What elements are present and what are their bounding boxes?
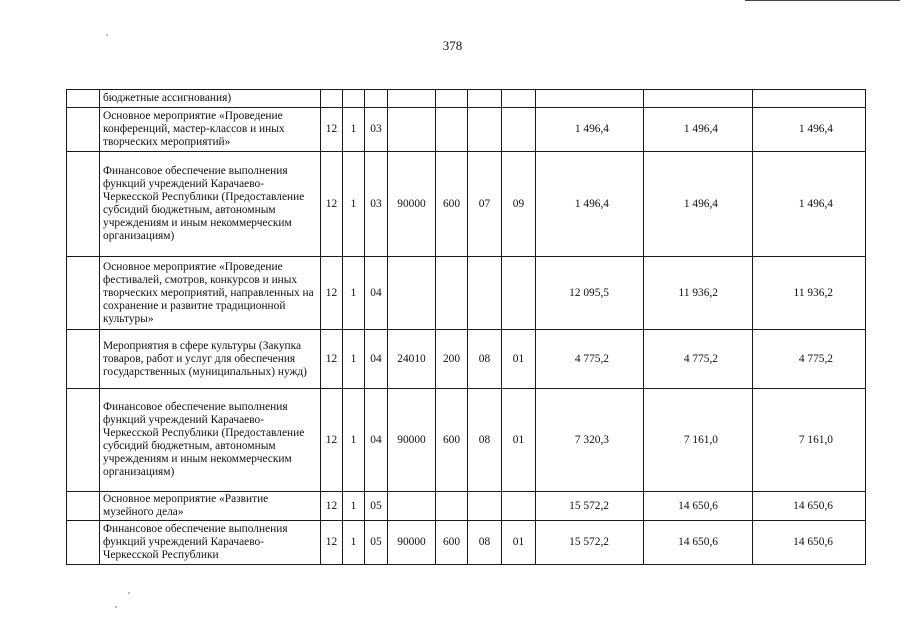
- section-code-cell: 08: [468, 330, 502, 389]
- expense-type-cell: [436, 492, 468, 521]
- amount-year-1-cell: 4 775,2: [536, 330, 644, 389]
- page-number: 378: [442, 38, 463, 53]
- amount-year-3-cell: 1 496,4: [753, 152, 866, 257]
- subsection-code-cell: 01: [502, 330, 536, 389]
- amount-year-1-cell: 7 320,3: [536, 389, 644, 492]
- budget-table: [66, 89, 866, 565]
- direction-code-cell: [388, 492, 436, 521]
- amount-year-1-cell: 1 496,4: [536, 152, 644, 257]
- subprogram-code-cell: 1: [343, 492, 365, 521]
- direction-code-cell: 90000: [388, 389, 436, 492]
- item-name-cell: Финансовое обеспечение выполнения функций учреждений Карачаево-Черкесской Республики: [100, 521, 321, 565]
- item-name-cell: Финансовое обеспечение выполнения функций учреждений Карачаево-Черкесской Республики (Предоставление субсидий бюджетным, автономным учреждениям и иным некоммерческим организациям): [100, 389, 321, 492]
- amount-year-3-cell: 11 936,2: [753, 257, 866, 330]
- amount-year-1-cell: 15 572,2: [536, 492, 644, 521]
- program-code-cell: 12: [321, 492, 343, 521]
- amount-year-1-cell: 15 572,2: [536, 521, 644, 565]
- direction-code-cell: 90000: [388, 521, 436, 565]
- direction-code-cell: [388, 257, 436, 330]
- subprogram-code-cell: [343, 90, 365, 108]
- program-code-cell: 12: [321, 330, 343, 389]
- subprogram-code-cell: 1: [343, 257, 365, 330]
- section-code-cell: 08: [468, 521, 502, 565]
- expense-type-cell: [436, 257, 468, 330]
- amount-year-2-cell: 14 650,6: [644, 521, 753, 565]
- amount-year-2-cell: 14 650,6: [644, 492, 753, 521]
- section-code-cell: [468, 257, 502, 330]
- amount-year-1-cell: [536, 90, 644, 108]
- amount-year-3-cell: 4 775,2: [753, 330, 866, 389]
- direction-code-cell: 24010: [388, 330, 436, 389]
- program-code-cell: 12: [321, 257, 343, 330]
- subprogram-code-cell: 1: [343, 521, 365, 565]
- expense-type-cell: 600: [436, 152, 468, 257]
- table-row: [67, 389, 866, 492]
- subsection-code-cell: 01: [502, 389, 536, 492]
- item-name-cell: Мероприятия в сфере культуры (Закупка товаров, работ и услуг для обеспечения государственных (муниципальных) нужд): [100, 330, 321, 389]
- expense-type-cell: 600: [436, 389, 468, 492]
- table-row: [67, 257, 866, 330]
- index-cell: [67, 108, 100, 152]
- table-row: [67, 152, 866, 257]
- index-cell: [67, 492, 100, 521]
- table-row: [67, 521, 866, 565]
- subsection-code-cell: 01: [502, 521, 536, 565]
- item-name-cell: Основное мероприятие «Развитие музейного дела»: [100, 492, 321, 521]
- amount-year-3-cell: 14 650,6: [753, 521, 866, 565]
- program-code-cell: [321, 90, 343, 108]
- amount-year-2-cell: [644, 90, 753, 108]
- table-row: [67, 90, 866, 108]
- amount-year-2-cell: 4 775,2: [644, 330, 753, 389]
- index-cell: [67, 152, 100, 257]
- subprogram-code-cell: 1: [343, 389, 365, 492]
- amount-year-2-cell: 7 161,0: [644, 389, 753, 492]
- subprogram-code-cell: 1: [343, 152, 365, 257]
- section-code-cell: 07: [468, 152, 502, 257]
- amount-year-3-cell: 7 161,0: [753, 389, 866, 492]
- index-cell: [67, 389, 100, 492]
- event-code-cell: 04: [365, 330, 388, 389]
- section-code-cell: [468, 108, 502, 152]
- amount-year-1-cell: 1 496,4: [536, 108, 644, 152]
- program-code-cell: 12: [321, 389, 343, 492]
- table-row: [67, 330, 866, 389]
- section-code-cell: 08: [468, 389, 502, 492]
- item-name-cell: Основное мероприятие «Проведение конференций, мастер-классов и иных творческих мероприятий»: [100, 108, 321, 152]
- section-code-cell: [468, 492, 502, 521]
- section-code-cell: [468, 90, 502, 108]
- event-code-cell: 04: [365, 389, 388, 492]
- expense-type-cell: 600: [436, 521, 468, 565]
- table-body: [67, 90, 866, 565]
- event-code-cell: [365, 90, 388, 108]
- subsection-code-cell: 09: [502, 152, 536, 257]
- event-code-cell: 04: [365, 257, 388, 330]
- program-code-cell: 12: [321, 521, 343, 565]
- table-row: [67, 492, 866, 521]
- scan-speck: [128, 592, 130, 594]
- index-cell: [67, 90, 100, 108]
- scan-speck: [115, 606, 117, 608]
- item-name-cell: Финансовое обеспечение выполнения функций учреждений Карачаево-Черкесской Республики (Предоставление субсидий бюджетным, автономным учреждениям и иным некоммерческим организациям): [100, 152, 321, 257]
- index-cell: [67, 521, 100, 565]
- top-rule: [745, 0, 900, 1]
- subsection-code-cell: [502, 90, 536, 108]
- program-code-cell: 12: [321, 108, 343, 152]
- subprogram-code-cell: 1: [343, 330, 365, 389]
- amount-year-2-cell: 11 936,2: [644, 257, 753, 330]
- amount-year-2-cell: 1 496,4: [644, 152, 753, 257]
- amount-year-3-cell: 1 496,4: [753, 108, 866, 152]
- table-row: [67, 108, 866, 152]
- amount-year-2-cell: 1 496,4: [644, 108, 753, 152]
- direction-code-cell: 90000: [388, 152, 436, 257]
- amount-year-1-cell: 12 095,5: [536, 257, 644, 330]
- amount-year-3-cell: 14 650,6: [753, 492, 866, 521]
- subprogram-code-cell: 1: [343, 108, 365, 152]
- index-cell: [67, 257, 100, 330]
- event-code-cell: 03: [365, 108, 388, 152]
- event-code-cell: 05: [365, 521, 388, 565]
- index-cell: [67, 330, 100, 389]
- item-name-cell: бюджетные ассигнования): [100, 90, 321, 108]
- expense-type-cell: 200: [436, 330, 468, 389]
- direction-code-cell: [388, 90, 436, 108]
- subsection-code-cell: [502, 257, 536, 330]
- direction-code-cell: [388, 108, 436, 152]
- scan-speck: [106, 34, 108, 36]
- expense-type-cell: [436, 90, 468, 108]
- event-code-cell: 05: [365, 492, 388, 521]
- event-code-cell: 03: [365, 152, 388, 257]
- subsection-code-cell: [502, 108, 536, 152]
- item-name-cell: Основное мероприятие «Проведение фестивалей, смотров, конкурсов и иных творческих мероприятий, направленных на сохранение и развитие традиционной культуры»: [100, 257, 321, 330]
- amount-year-3-cell: [753, 90, 866, 108]
- program-code-cell: 12: [321, 152, 343, 257]
- expense-type-cell: [436, 108, 468, 152]
- subsection-code-cell: [502, 492, 536, 521]
